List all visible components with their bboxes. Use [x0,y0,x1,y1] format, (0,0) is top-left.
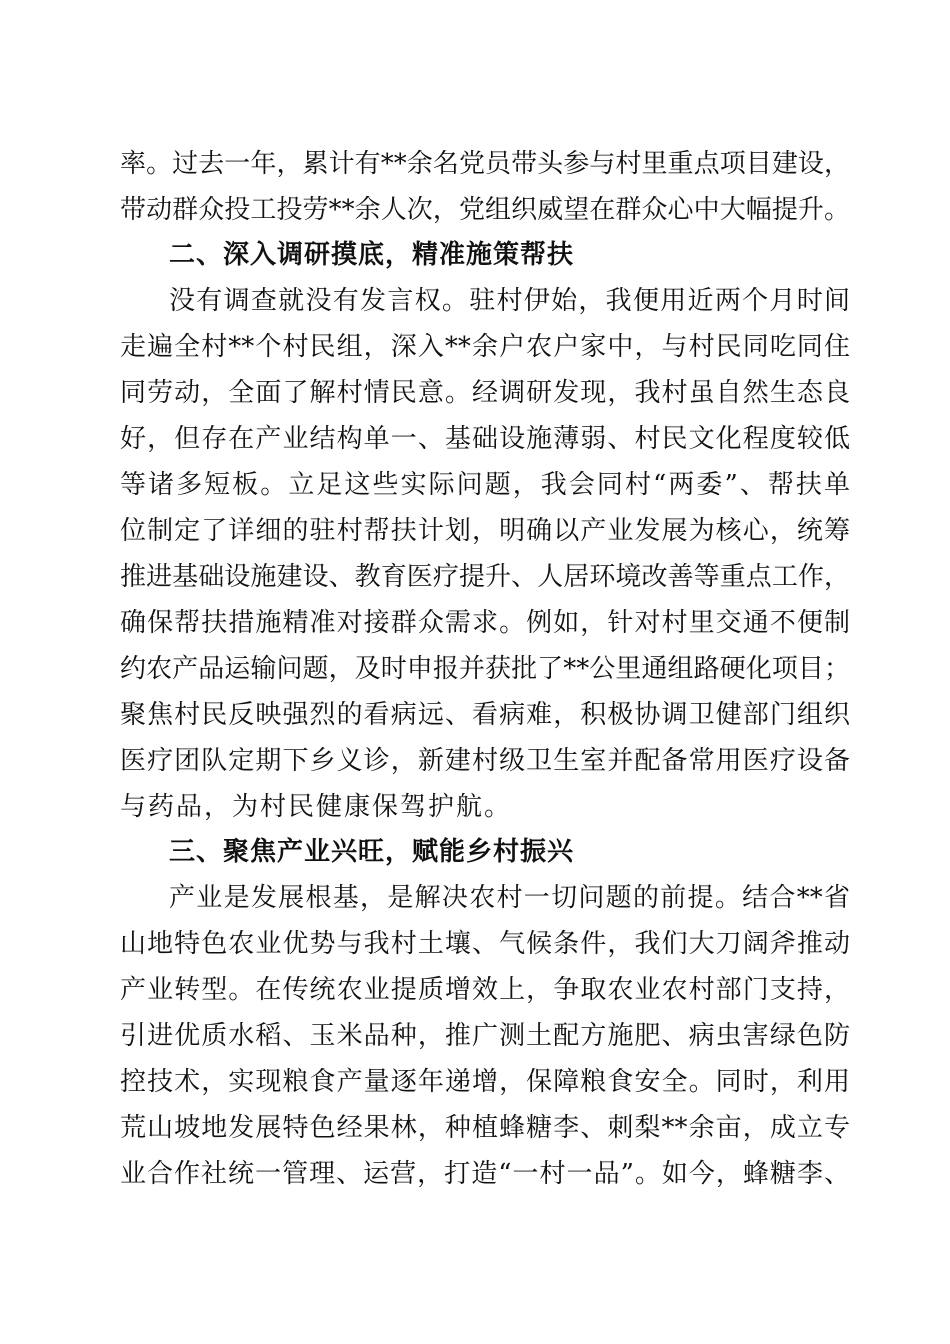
paragraph-line: 控技术，实现粮食产量逐年递增，保障粮食安全。同时，利用 [120,1067,850,1097]
paragraph-line: 聚焦村民反映强烈的看病远、看病难，积极协调卫健部门组织 [120,700,850,730]
paragraph-line: 等诸多短板。立足这些实际问题，我会同村“两委”、帮扶单 [120,470,850,500]
paragraph-line: 医疗团队定期下乡义诊，新建村级卫生室并配备常用医疗设备 [120,746,850,776]
paragraph-line: 山地特色农业优势与我村土壤、气候条件，我们大刀阔斧推动 [120,929,850,959]
paragraph-line: 与药品，为村民健康保驾护航。 [120,792,513,822]
paragraph-line: 荒山坡地发展特色经果林，种植蜂糖李、刺梨**余亩，成立专 [120,1113,850,1143]
paragraph-line: 没有调查就没有发言权。驻村伊始，我便用近两个月时间 [169,286,850,316]
paragraph-line: 推进基础设施建设、教育医疗提升、人居环境改善等重点工作， [120,562,850,592]
paragraph-line: 位制定了详细的驻村帮扶计划，明确以产业发展为核心，统筹 [120,516,850,546]
paragraph-line: 产业转型。在传统农业提质增效上，争取农业农村部门支持， [120,975,850,1005]
paragraph-line: 带动群众投工投劳**余人次，党组织威望在群众心中大幅提升。 [120,195,850,225]
section-heading-3: 三、聚焦产业兴旺，赋能乡村振兴 [169,837,575,867]
paragraph-line: 走遍全村**个村民组，深入**余户农户家中，与村民同吃同住 [120,332,850,362]
paragraph-line: 率。过去一年，累计有**余名党员带头参与村里重点项目建设， [120,149,850,179]
paragraph-line: 好，但存在产业结构单一、基础设施薄弱、村民文化程度较低 [120,424,850,454]
paragraph-line: 约农产品运输问题，及时申报并获批了**公里通组路硬化项目； [120,654,850,684]
paragraph-line: 产业是发展根基，是解决农村一切问题的前提。结合**省 [169,883,850,913]
paragraph-line: 确保帮扶措施精准对接群众需求。例如，针对村里交通不便制 [120,608,850,638]
section-heading-2: 二、深入调研摸底，精准施策帮扶 [169,240,575,270]
paragraph-line: 业合作社统一管理、运营，打造“一村一品”。如今，蜂糖李、 [120,1159,850,1189]
paragraph-line: 引进优质水稻、玉米品种，推广测土配方施肥、病虫害绿色防 [120,1021,850,1051]
paragraph-line: 同劳动，全面了解村情民意。经调研发现，我村虽自然生态良 [120,378,850,408]
